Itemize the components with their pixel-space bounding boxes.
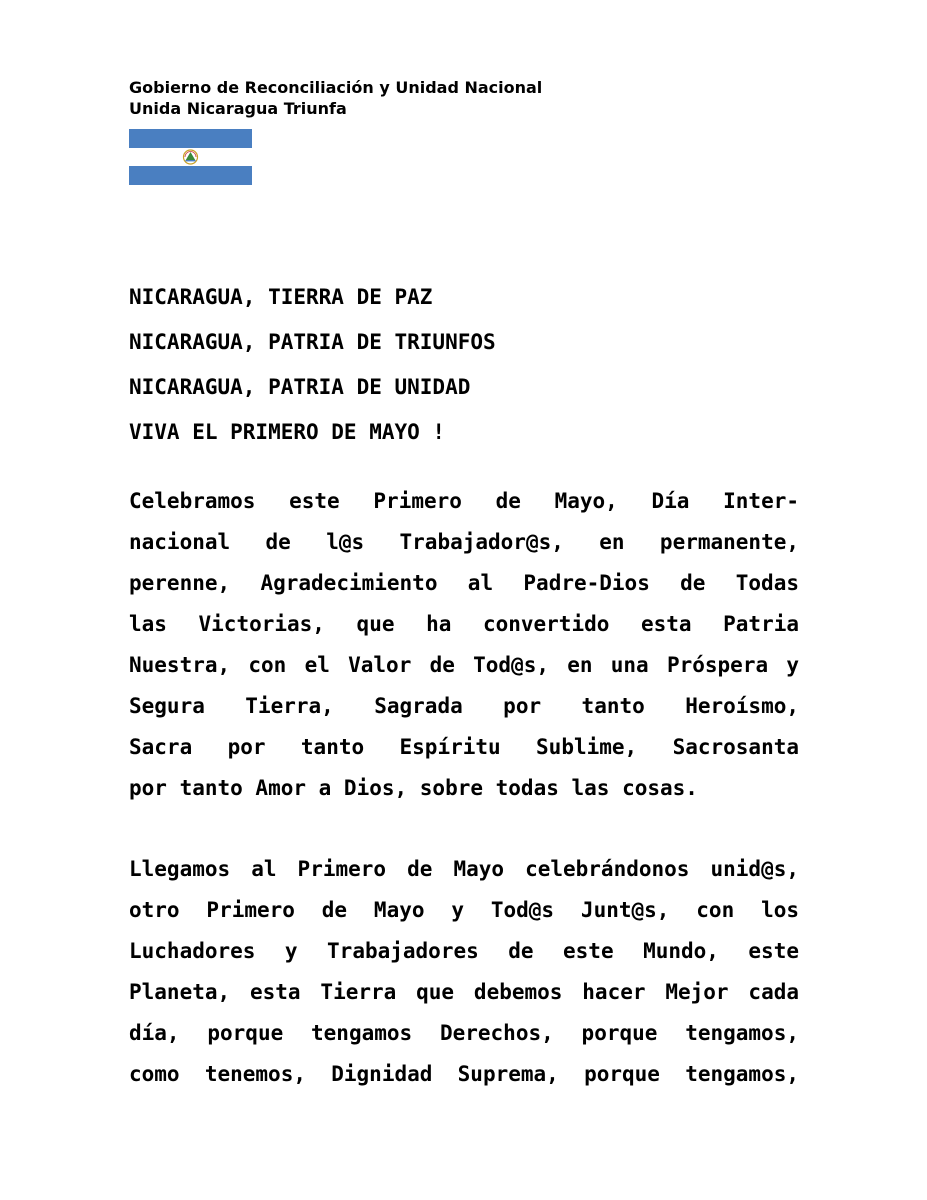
slogans [129,275,496,455]
government-name: Gobierno de Reconciliación y Unidad Nacional [129,78,543,97]
slogan-line: NICARAGUA, PATRIA DE UNIDAD [129,375,471,399]
paragraph-2 [129,849,799,1095]
slogan-line: NICARAGUA, PATRIA DE TRIUNFOS [129,330,496,354]
government-slogan: Unida Nicaragua Triunfa [129,99,347,118]
paragraph-1 [129,481,799,809]
paragraph-line: Luchadores y Trabajadores de este Mundo, este [129,939,799,963]
paragraph-line: por tanto Amor a Dios, sobre todas las cosas. [129,776,698,800]
paragraph-line: día, porque tengamos Derechos, porque tengamos, [129,1021,799,1045]
paragraph-line: las Victorias, que ha convertido esta Patria [129,612,799,636]
paragraph-line: Segura Tierra, Sagrada por tanto Heroísmo, [129,694,799,718]
paragraph-line: Llegamos al Primero de Mayo celebrándonos unid@s, [129,857,799,881]
coat-of-arms-icon [184,150,198,164]
paragraph-line: Planeta, esta Tierra que debemos hacer Mejor cada [129,980,799,1004]
paragraph-line: Nuestra, con el Valor de Tod@s, en una Próspera y [129,653,799,677]
paragraph-line: Celebramos este Primero de Mayo, Día Inter- [129,489,799,513]
slogan-line: NICARAGUA, TIERRA DE PAZ [129,285,433,309]
paragraph-line: otro Primero de Mayo y Tod@s Junt@s, con los [129,898,799,922]
paragraph-line: perenne, Agradecimiento al Padre-Dios de Todas [129,571,799,595]
nicaragua-flag-icon [129,129,252,185]
paragraph-line: Sacra por tanto Espíritu Sublime, Sacrosanta [129,735,799,759]
paragraph-line: como tenemos, Dignidad Suprema, porque tengamos, [129,1062,799,1086]
letterhead [129,77,542,119]
slogan-line: VIVA EL PRIMERO DE MAYO ! [129,420,446,444]
paragraph-line: nacional de l@s Trabajador@s, en permanente, [129,530,799,554]
